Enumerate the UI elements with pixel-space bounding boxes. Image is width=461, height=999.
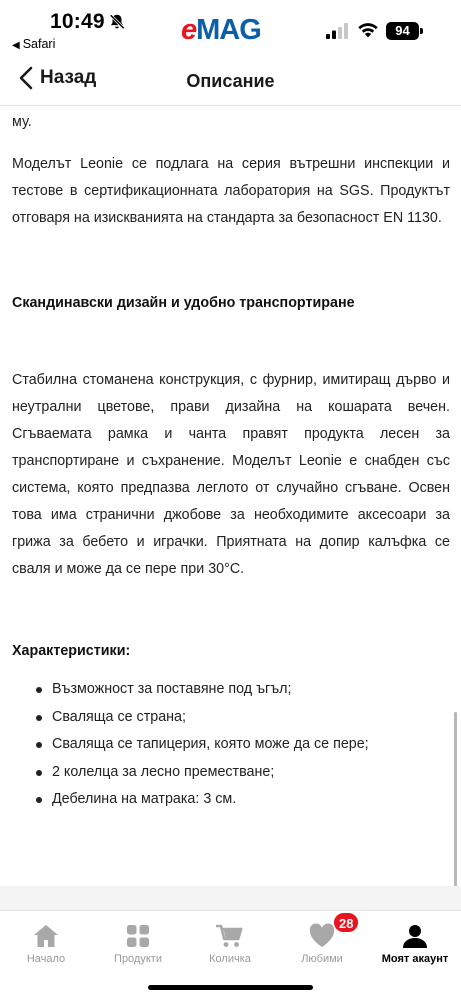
tab-account-label: Моят акаунт: [381, 953, 449, 965]
back-label: Назад: [40, 67, 97, 88]
logo-rest: MAG: [196, 14, 261, 46]
heart-icon: [308, 923, 336, 949]
home-indicator[interactable]: [148, 985, 313, 990]
wifi-icon: [357, 21, 379, 38]
paragraph-design: Стабилна стоманена конструкция, с фурнир, имитиращ дърво и неутрални цветове, прави дизайна на кошарата вечен. Сгъваемата рамка и чанта правят продукта лесен за транспортиране и съхранение. Моделът Leonie е снабден със система, която предпазва леглото от случайно сгъване. Освен това има странични джобове за необходимите аксесоари за грижа за бебето и играчки. Приятната на допир калъфка се сваля и може да се пере при 30°C.: [12, 372, 450, 577]
back-to-safari[interactable]: [12, 37, 55, 51]
user-icon: [401, 923, 429, 949]
nav-header: [0, 58, 461, 106]
battery-indicator: 94: [386, 22, 419, 40]
list-item: Дебелина на матрака: 3 см.: [36, 786, 450, 814]
tab-products[interactable]: [92, 923, 184, 965]
list-item: Възможност за поставяне под ъгъл;: [36, 676, 450, 704]
tab-cart[interactable]: [184, 923, 276, 965]
grid-icon: [125, 923, 151, 949]
heading-scandinavian-design: Скандинавски дизайн и удобно транспортиране: [12, 295, 355, 311]
heading-characteristics: Характеристики:: [12, 643, 131, 659]
description-content: [12, 106, 450, 814]
tab-home-label: Начало: [26, 953, 66, 965]
text-fragment: му.: [12, 114, 32, 130]
battery-cap: [420, 28, 423, 34]
back-app-label: Safari: [22, 37, 56, 51]
bell-slash-icon: [108, 13, 126, 31]
status-time: 10:49: [50, 10, 105, 33]
list-item: Сваляща се страна;: [36, 704, 450, 732]
tab-favorites-label: Любими: [301, 953, 343, 965]
tab-home[interactable]: [0, 923, 92, 965]
list-item: Сваляща се тапицерия, която може да се пере;: [36, 731, 450, 759]
tab-account[interactable]: [369, 923, 461, 965]
tab-cart-label: Количка: [209, 953, 251, 965]
home-icon: [32, 923, 60, 949]
cart-icon: [216, 923, 244, 949]
back-triangle-icon: ◀: [12, 40, 20, 51]
status-bar: [0, 0, 461, 58]
paragraph-safety: Моделът Leonie се подлага на серия вътрешни инспекции и тестове в сертификационната лаборатория на SGS. Продуктът отговаря на изискванията на стандарта за безопасност EN 1130.: [12, 156, 450, 226]
tab-products-label: Продукти: [114, 953, 162, 965]
characteristics-list: [36, 676, 450, 814]
emag-logo: [181, 14, 261, 47]
logo-e: e: [181, 14, 197, 46]
content-footer-band: [0, 886, 461, 910]
favorites-count-badge: 28: [333, 912, 359, 933]
cellular-signal-icon: [326, 23, 348, 39]
list-item: 2 колелца за лесно преместване;: [36, 759, 450, 787]
page-title: Описание: [186, 71, 275, 91]
scrollbar[interactable]: [454, 712, 457, 897]
